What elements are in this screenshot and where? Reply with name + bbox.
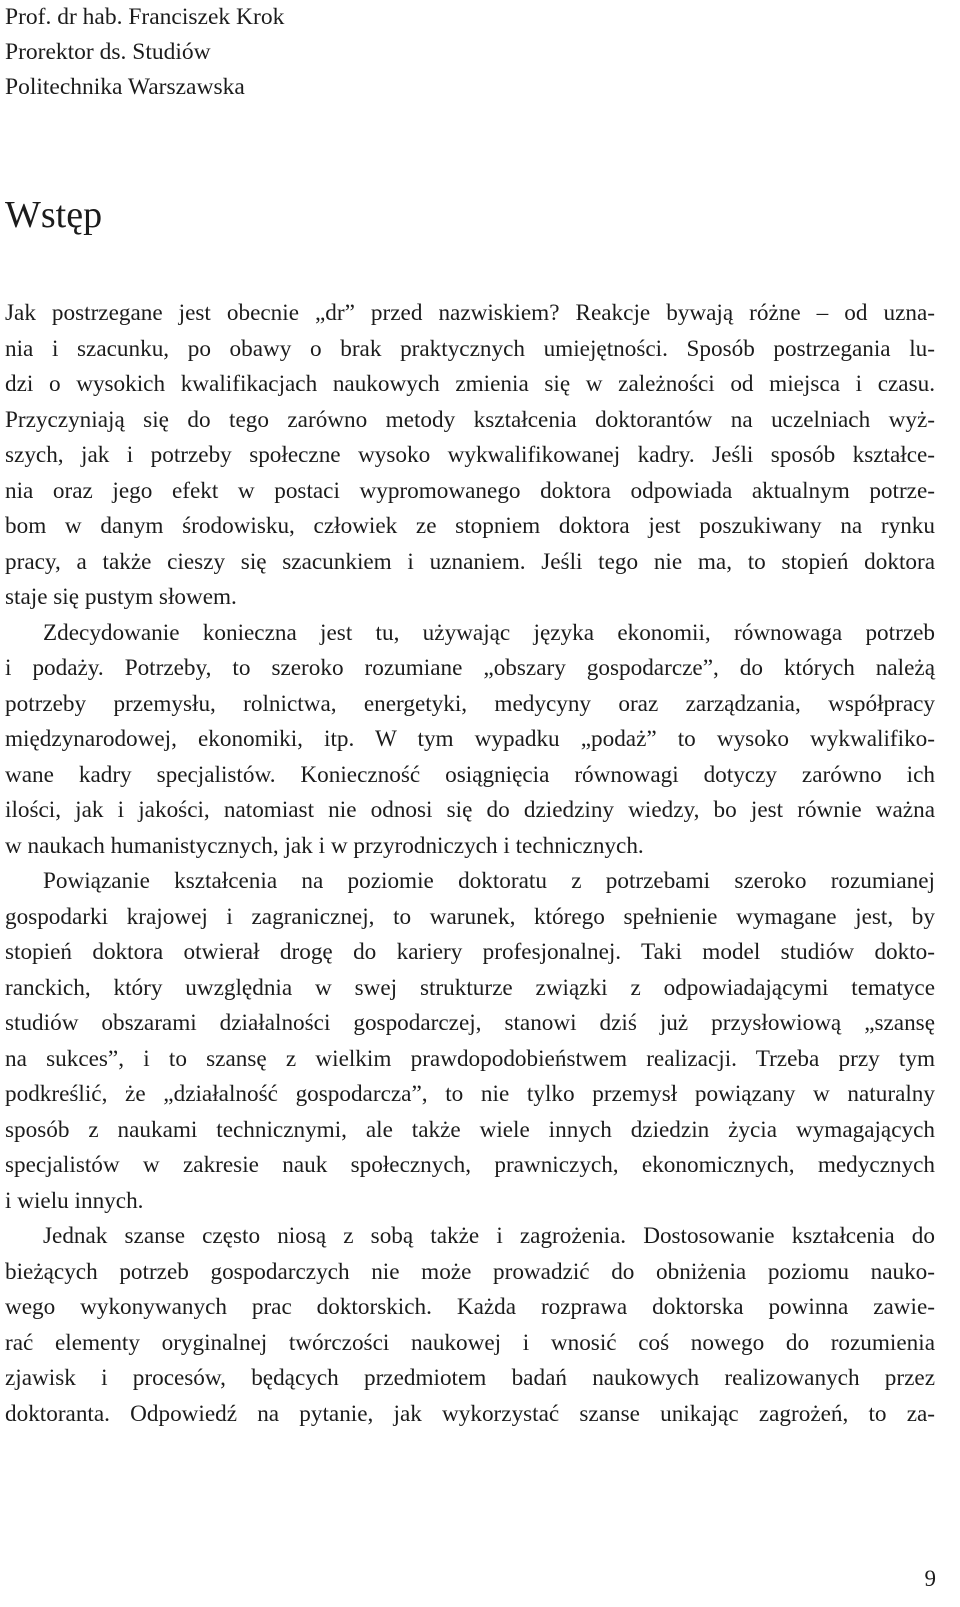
text-line: studiów obszarami działalności gospodarczej, stanowi dziś już przysłowiową „szansę: [5, 1010, 935, 1036]
text-line: bieżących potrzeb gospodarczych nie może prowadzić do obniżenia poziomu nauko-: [5, 1258, 935, 1285]
author-block: [5, 0, 284, 105]
text-line: sposób z naukami technicznymi, ale także wiele innych dziedzin życia wymagających: [5, 1116, 935, 1143]
text-line: rać elementy oryginalnej twórczości naukowej i wnosić coś nowego do rozumienia: [5, 1329, 935, 1356]
text-line: i podaży. Potrzeby, to szeroko rozumiane „obszary gospodarcze”, do których należą: [5, 655, 935, 681]
author-position: Prorektor ds. Studiów: [5, 39, 211, 65]
text-line: wane kadry specjalistów. Konieczność osiągnięcia równowagi dotyczy zarówno ich: [5, 761, 935, 788]
page-number: 9: [924, 1566, 936, 1591]
text-line: staje się pustym słowem.: [5, 584, 237, 610]
text-line: Jednak szanse często niosą z sobą także i zagrożenia. Dostosowanie kształcenia do: [43, 1223, 935, 1249]
text-line: doktoranta. Odpowiedź na pytanie, jak wykorzystać szanse unikając zagrożeń, to za-: [5, 1400, 935, 1427]
section-title: Wstęp: [5, 194, 103, 236]
author-name: Prof. dr hab. Franciszek Krok: [5, 4, 285, 30]
text-line: zjawisk i procesów, będących przedmiotem badań naukowych realizowanych przez: [5, 1365, 935, 1391]
text-line: w naukach humanistycznych, jak i w przyrodniczych i technicznych.: [5, 832, 644, 859]
text-line: nia i szacunku, po obawy o brak praktycznych umiejętności. Sposób postrzegania lu-: [5, 335, 935, 362]
text-line: ilości, jak i jakości, natomiast nie odnosi się do dziedziny wiedzy, bo jest równie ważna: [5, 797, 935, 823]
text-line: stopień doktora otwierał drogę do kariery profesjonalnej. Taki model studiów dokto-: [5, 939, 935, 965]
text-line: Powiązanie kształcenia na poziomie doktoratu z potrzebami szeroko rozumianej: [43, 868, 935, 894]
text-line: pracy, a także cieszy się szacunkiem i uznaniem. Jeśli tego nie ma, to stopień doktora: [5, 548, 935, 575]
text-line: na sukces”, i to szansę z wielkim prawdopodobieństwem realizacji. Trzeba przy tym: [5, 1045, 935, 1072]
text-line: ranckich, który uwzględnia w swej strukturze związki z odpowiadającymi tematyce: [5, 974, 935, 1001]
text-line: Przyczyniają się do tego zarówno metody kształcenia doktorantów na uczelniach wyż-: [5, 406, 935, 433]
text-line: szych, jak i potrzeby społeczne wysoko wykwalifikowanej kadry. Jeśli sposób kształce-: [5, 442, 935, 468]
text-line: gospodarki krajowej i zagranicznej, to warunek, którego spełnienie wymagane jest, by: [5, 903, 935, 930]
text-line: międzynarodowej, ekonomiki, itp. W tym wypadku „podaż” to wysoko wykwalifiko-: [5, 726, 935, 752]
text-line: potrzeby przemysłu, rolnictwa, energetyki, medycyny oraz zarządzania, współpracy: [5, 690, 935, 717]
text-line: bom w danym środowisku, człowiek ze stopniem doktora jest poszukiwany na rynku: [5, 513, 935, 539]
text-line: nia oraz jego efekt w postaci wypromowanego doktora odpowiada aktualnym potrze-: [5, 477, 935, 504]
author-institution: Politechnika Warszawska: [5, 74, 245, 100]
text-line: Zdecydowanie konieczna jest tu, używając języka ekonomii, równowaga potrzeb: [43, 619, 935, 646]
body-text: [5, 296, 935, 1432]
text-line: Jak postrzegane jest obecnie „dr” przed nazwiskiem? Reakcje bywają różne – od uzna-: [5, 300, 935, 326]
text-line: i wielu innych.: [5, 1187, 144, 1214]
text-line: wego wykonywanych prac doktorskich. Każda rozprawa doktorska powinna zawie-: [5, 1294, 935, 1320]
text-line: podkreślić, że „działalność gospodarcza”, to nie tylko przemysł powiązany w naturalny: [5, 1081, 935, 1107]
text-line: dzi o wysokich kwalifikacjach naukowych zmienia się w zależności od miejsca i czasu.: [5, 371, 935, 397]
text-line: specjalistów w zakresie nauk społecznych, prawniczych, ekonomicznych, medycznych: [5, 1152, 935, 1178]
